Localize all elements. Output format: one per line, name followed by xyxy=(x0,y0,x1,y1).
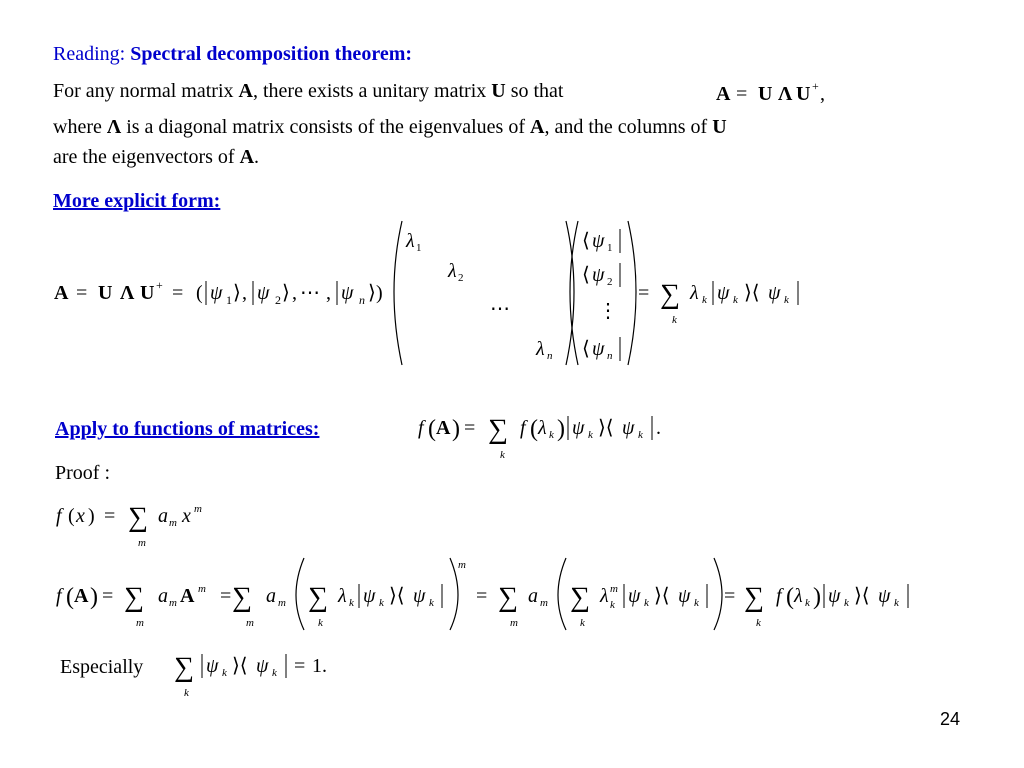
apply-functions-heading: Apply to functions of matrices: xyxy=(55,418,320,440)
svg-text:.: . xyxy=(656,417,661,439)
svg-text:∑: ∑ xyxy=(124,582,144,613)
svg-text:ψ: ψ xyxy=(622,417,635,439)
svg-text:(: ( xyxy=(68,505,75,527)
svg-text:1.: 1. xyxy=(312,655,327,677)
svg-text:A: A xyxy=(436,417,451,439)
svg-text:∑: ∑ xyxy=(232,582,252,613)
svg-text:+: + xyxy=(812,79,819,93)
svg-text:+: + xyxy=(156,278,163,292)
svg-text:x: x xyxy=(182,505,191,527)
svg-text:ψ: ψ xyxy=(257,282,270,304)
svg-text:⟩: ⟩ xyxy=(282,282,290,304)
svg-text:⋯: ⋯ xyxy=(490,298,510,320)
svg-text:(: ( xyxy=(196,282,203,304)
svg-text:=: = xyxy=(102,585,114,607)
svg-text:,: , xyxy=(326,282,331,304)
svg-text:a: a xyxy=(158,505,168,527)
svg-text:=: = xyxy=(464,417,476,439)
svg-text:a: a xyxy=(158,585,168,607)
svg-text:k: k xyxy=(784,294,789,306)
especially-label: Especially xyxy=(60,656,144,678)
svg-text:1: 1 xyxy=(416,242,422,254)
theorem-line-1 xyxy=(53,80,563,102)
svg-text:⋮: ⋮ xyxy=(598,300,618,322)
svg-text:(: ( xyxy=(428,416,436,442)
svg-text:2: 2 xyxy=(458,272,464,284)
line2-text-c: , and the columns of xyxy=(544,116,708,138)
svg-text:⟨: ⟨ xyxy=(582,230,590,252)
svg-text:k: k xyxy=(500,449,505,461)
svg-text:λ: λ xyxy=(406,230,415,252)
svg-text:ψ: ψ xyxy=(341,282,354,304)
svg-text:,: , xyxy=(292,282,297,304)
svg-text:2: 2 xyxy=(607,276,613,288)
reading-prefix: Reading: xyxy=(53,43,126,65)
svg-text:∑: ∑ xyxy=(498,582,518,613)
line2-symbol-U: U xyxy=(712,116,727,138)
reading-title: Spectral decomposition theorem: xyxy=(130,43,413,65)
svg-text:∑: ∑ xyxy=(744,582,764,613)
svg-text:(: ( xyxy=(530,416,538,442)
svg-text:x: x xyxy=(76,505,85,527)
svg-text:Λ: Λ xyxy=(120,282,135,304)
line3-symbol-A: A xyxy=(239,146,255,168)
svg-text:⟩⟨: ⟩⟨ xyxy=(389,585,405,607)
svg-text:(: ( xyxy=(786,584,794,610)
svg-text:ψ: ψ xyxy=(572,417,585,439)
explicit-form-heading: More explicit form: xyxy=(53,190,221,212)
svg-text:): ) xyxy=(452,416,460,442)
line1-text-c: so that xyxy=(510,80,564,102)
svg-text:k: k xyxy=(379,597,384,609)
line2-symbol-A: A xyxy=(530,116,545,138)
svg-text:⟩⟨: ⟩⟨ xyxy=(744,282,760,304)
svg-text:=: = xyxy=(638,282,650,304)
svg-text:k: k xyxy=(805,597,810,609)
svg-text:λ: λ xyxy=(794,585,803,607)
line2-text-a: where xyxy=(53,116,102,138)
svg-text:ψ: ψ xyxy=(210,282,223,304)
svg-text:λ: λ xyxy=(338,585,347,607)
svg-text:ψ: ψ xyxy=(628,585,641,607)
svg-text:A: A xyxy=(74,585,89,607)
svg-text:): ) xyxy=(376,282,383,304)
svg-text:U: U xyxy=(140,282,155,304)
svg-text:,: , xyxy=(242,282,247,304)
svg-text:k: k xyxy=(429,597,434,609)
svg-text:k: k xyxy=(610,599,615,611)
svg-text:m: m xyxy=(278,597,286,609)
line1-symbol-U: U xyxy=(491,80,506,102)
svg-text:m: m xyxy=(198,583,206,595)
reading-heading xyxy=(53,43,412,66)
svg-text:⟩⟨: ⟩⟨ xyxy=(598,417,614,439)
svg-text:ψ: ψ xyxy=(592,338,605,360)
svg-text:m: m xyxy=(510,617,518,629)
line3-text-a: are the eigenvectors of xyxy=(53,146,235,168)
svg-text:k: k xyxy=(756,617,761,629)
line2-symbol-Lambda: Λ xyxy=(106,116,122,138)
svg-text:k: k xyxy=(894,597,899,609)
svg-text:ψ: ψ xyxy=(678,585,691,607)
line3-period: . xyxy=(254,146,260,168)
svg-text:1: 1 xyxy=(607,242,613,254)
svg-text:ψ: ψ xyxy=(768,282,781,304)
svg-text:): ) xyxy=(557,416,565,442)
svg-text:f: f xyxy=(776,585,782,607)
svg-text:⟩⟨: ⟩⟨ xyxy=(232,655,248,677)
svg-text:=: = xyxy=(220,585,232,607)
svg-text:k: k xyxy=(272,667,277,679)
svg-text:k: k xyxy=(349,597,354,609)
svg-text:f: f xyxy=(56,505,62,527)
svg-text:⟩: ⟩ xyxy=(368,282,376,304)
svg-text:n: n xyxy=(547,350,553,362)
svg-text:,: , xyxy=(820,83,825,105)
explicit-form-equation xyxy=(50,215,830,375)
svg-text:m: m xyxy=(194,503,202,515)
svg-text:k: k xyxy=(184,687,189,699)
svg-text:m: m xyxy=(169,517,177,529)
svg-text:U: U xyxy=(758,83,773,105)
svg-text:k: k xyxy=(222,667,227,679)
svg-text:ψ: ψ xyxy=(206,655,219,677)
svg-text:(: ( xyxy=(66,584,74,610)
svg-text:∑: ∑ xyxy=(660,279,680,310)
svg-text:k: k xyxy=(733,294,738,306)
svg-text:k: k xyxy=(694,597,699,609)
svg-text:=: = xyxy=(294,655,306,677)
svg-text:⟩: ⟩ xyxy=(233,282,241,304)
svg-text:λ: λ xyxy=(600,585,609,607)
svg-text:=: = xyxy=(76,282,88,304)
svg-text:⟨: ⟨ xyxy=(582,264,590,286)
svg-text:k: k xyxy=(844,597,849,609)
svg-text:λ: λ xyxy=(448,260,457,282)
inline-decomposition-formula xyxy=(712,76,852,110)
completeness-formula xyxy=(170,646,350,704)
line2-text-b: is a diagonal matrix consists of the eigenvalues of xyxy=(126,116,525,138)
svg-text:=: = xyxy=(172,282,184,304)
svg-text:U: U xyxy=(796,83,811,105)
svg-text:∑: ∑ xyxy=(308,582,328,613)
svg-text:∑: ∑ xyxy=(488,414,508,445)
svg-text:ψ: ψ xyxy=(592,264,605,286)
line1-symbol-A: A xyxy=(238,80,253,102)
svg-text:ψ: ψ xyxy=(592,230,605,252)
power-series-formula xyxy=(52,494,232,552)
theorem-line-2 xyxy=(53,116,727,138)
function-of-matrix-formula xyxy=(414,408,684,464)
svg-text:ψ: ψ xyxy=(413,585,426,607)
svg-text:k: k xyxy=(549,429,554,441)
svg-text:1: 1 xyxy=(226,293,232,307)
svg-text:ψ: ψ xyxy=(717,282,730,304)
svg-text:k: k xyxy=(702,294,707,306)
proof-label: Proof : xyxy=(55,462,110,484)
svg-text:f: f xyxy=(418,417,424,439)
svg-text:∑: ∑ xyxy=(128,502,148,533)
svg-text:f: f xyxy=(56,585,62,607)
svg-text:k: k xyxy=(638,429,643,441)
svg-text:): ) xyxy=(813,584,821,610)
svg-text:ψ: ψ xyxy=(878,585,891,607)
svg-text:U: U xyxy=(98,282,113,304)
svg-text:n: n xyxy=(607,350,613,362)
svg-text:k: k xyxy=(580,617,585,629)
svg-text:A: A xyxy=(716,83,731,105)
svg-text:m: m xyxy=(136,617,144,629)
svg-text:=: = xyxy=(736,83,748,105)
svg-text:⟩⟨: ⟩⟨ xyxy=(854,585,870,607)
svg-text:ψ: ψ xyxy=(828,585,841,607)
svg-text:⋯: ⋯ xyxy=(300,282,320,304)
svg-text:a: a xyxy=(266,585,276,607)
svg-text:ψ: ψ xyxy=(256,655,269,677)
svg-text:m: m xyxy=(169,597,177,609)
line1-text-a: For any normal matrix xyxy=(53,80,234,102)
svg-text:): ) xyxy=(88,505,95,527)
svg-text:n: n xyxy=(359,293,365,307)
svg-text:k: k xyxy=(672,314,677,326)
svg-text:a: a xyxy=(528,585,538,607)
svg-text:m: m xyxy=(138,537,146,549)
svg-text:m: m xyxy=(540,597,548,609)
theorem-line-3 xyxy=(53,146,259,168)
svg-text:k: k xyxy=(588,429,593,441)
svg-text:m: m xyxy=(610,583,618,595)
svg-text:ψ: ψ xyxy=(363,585,376,607)
svg-text:∑: ∑ xyxy=(174,652,194,683)
svg-text:): ) xyxy=(90,584,98,610)
svg-text:2: 2 xyxy=(275,293,281,307)
svg-text:A: A xyxy=(180,585,195,607)
svg-text:A: A xyxy=(54,282,69,304)
svg-text:⟨: ⟨ xyxy=(582,338,590,360)
page-number: 24 xyxy=(940,709,961,729)
svg-text:k: k xyxy=(644,597,649,609)
line1-text-b: , there exists a unitary matrix xyxy=(252,80,487,102)
svg-text:m: m xyxy=(458,559,466,571)
svg-text:k: k xyxy=(318,617,323,629)
svg-text:λ: λ xyxy=(690,282,699,304)
svg-text:⟩⟨: ⟩⟨ xyxy=(654,585,670,607)
svg-text:m: m xyxy=(246,617,254,629)
svg-text:=: = xyxy=(476,585,488,607)
svg-text:Λ: Λ xyxy=(778,83,793,105)
svg-text:=: = xyxy=(104,505,116,527)
svg-text:=: = xyxy=(724,585,736,607)
svg-text:f: f xyxy=(520,417,526,439)
svg-text:λ: λ xyxy=(536,338,545,360)
proof-derivation-formula xyxy=(52,552,932,636)
svg-text:λ: λ xyxy=(538,417,547,439)
svg-text:∑: ∑ xyxy=(570,582,590,613)
